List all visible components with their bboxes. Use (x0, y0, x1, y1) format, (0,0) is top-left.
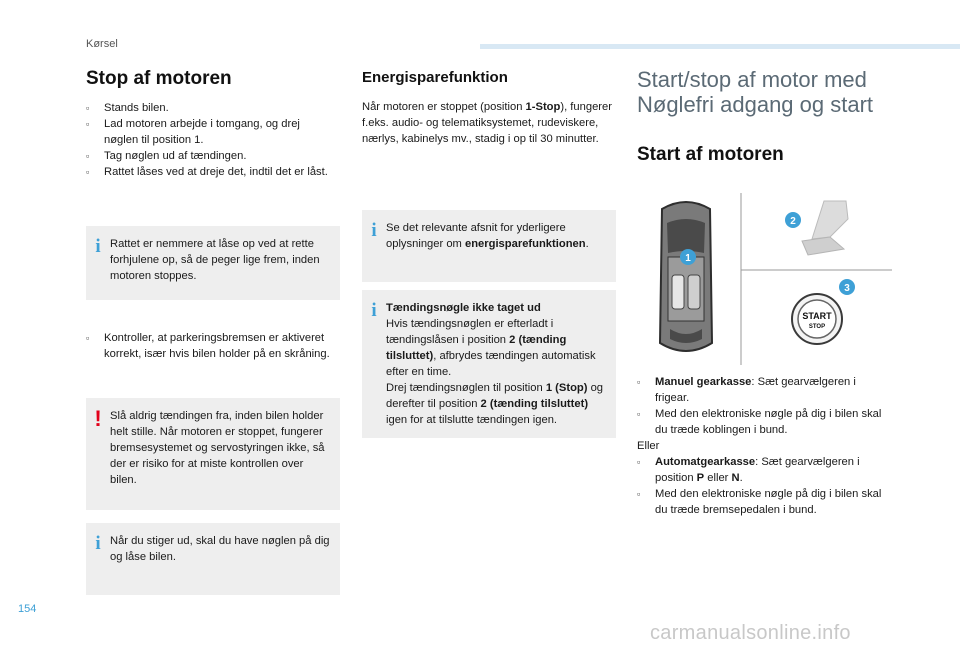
bullet-icon: ▫ (86, 167, 90, 177)
parking-brake-list (86, 330, 338, 362)
list-item: ▫ Automatgearkasse: Sæt gearvælgeren i position P eller N. (637, 456, 860, 484)
bullet-icon: ▫ (637, 457, 641, 467)
svg-text:START: START (802, 311, 832, 321)
bullet-icon: ▫ (86, 151, 90, 161)
info-text: Rattet er nemmere at låse op ved at rette forhjulene op, så de peger lige frem, inden motoren stoppes. (110, 238, 320, 282)
list-item: ▫ Stands bilen. (86, 102, 169, 114)
warning-icon: ! (94, 406, 102, 431)
info-box-key (86, 523, 340, 595)
page-number: 154 (18, 603, 37, 615)
list-item: ▫ Med den elektroniske nøgle på dig i bilen skal du træde bremsepedalen i bund. (637, 488, 882, 516)
start-stop-title: Start/stop af motor med Nøglefri adgang og start (637, 67, 874, 117)
info-icon: i (371, 300, 377, 321)
info-box-steering (86, 226, 340, 300)
info-icon: i (95, 236, 101, 257)
bullet-icon: ▫ (637, 409, 641, 419)
bullet-icon: ▫ (86, 333, 90, 343)
bullet-icon: ▫ (637, 377, 641, 387)
stop-engine-title: Stop af motoren (86, 68, 232, 89)
energy-saving-title: Energisparefunktion (362, 69, 508, 86)
watermark: carmanualsonline.info (650, 622, 851, 644)
bullet-icon: ▫ (637, 489, 641, 499)
info-text: Tændingsnøgle ikke taget ud Hvis tændingsnøglen er efterladt i tændingslåsen i position 2 (tænding tilsluttet), afbrydes tændingen automatisk efter en time. Drej tændingsnøglen til position 1 (Stop) og derefter til position 2 (tænding tilsluttet) igen for at tilslutte tændingen igen. (386, 302, 604, 426)
stop-steps-list (86, 100, 336, 180)
info-icon: i (371, 220, 377, 241)
warning-box (86, 398, 340, 510)
start-steps-list (637, 374, 887, 518)
info-icon: i (95, 533, 101, 554)
info-text: Se det relevante afsnit for yderligere oplysninger om energisparefunktionen. (386, 222, 589, 250)
list-item: ▫ Manuel gearkasse: Sæt gearvælgeren i frigear. (637, 376, 856, 404)
list-item: ▫ Med den elektroniske nøgle på dig i bilen skal du træde koblingen i bund. (637, 408, 882, 436)
energy-saving-paragraph: Når motoren er stoppet (position 1-Stop), fungerer f.eks. audio- og telematiksystemet, rudeviskere, nærlys, kabinelys mv., stadig i op til 30 minutter. (362, 101, 612, 145)
info-box-energy (362, 210, 616, 282)
start-engine-title: Start af motoren (637, 144, 784, 165)
start-stop-button-icon (792, 294, 842, 344)
pedal-icon (802, 201, 848, 255)
car-diagram-svg (634, 193, 892, 365)
bullet-icon: ▫ (86, 103, 90, 113)
list-item: ▫ Lad motoren arbejde i tomgang, og drej nøglen til position 1. (86, 118, 300, 146)
section-header: Kørsel (86, 38, 118, 50)
warning-text: Slå aldrig tændingen fra, inden bilen holder helt stille. Når motoren er stoppet, fungerer bremsesystemet og servostyringen ikke, så der er risiko for at miste kontrollen over bilen. (110, 410, 325, 486)
list-item: ▫ Kontroller, at parkeringsbremsen er aktiveret korrekt, især hvis bilen holder på en skråning. (86, 332, 330, 360)
car-illustration (634, 193, 892, 365)
svg-text:STOP: STOP (808, 324, 826, 330)
svg-text:2: 2 (790, 216, 796, 227)
header-bar (480, 44, 960, 49)
info-text: Når du stiger ud, skal du have nøglen på dig og låse bilen. (110, 535, 330, 563)
svg-text:3: 3 (844, 283, 850, 294)
list-item: Eller (637, 440, 660, 452)
list-item: ▫ Rattet låses ved at dreje det, indtil det er låst. (86, 166, 328, 178)
svg-text:1: 1 (685, 253, 691, 264)
info-box-ignition (362, 290, 616, 438)
car-icon (660, 202, 712, 351)
bullet-icon: ▫ (86, 119, 90, 129)
list-item: ▫ Tag nøglen ud af tændingen. (86, 150, 247, 162)
